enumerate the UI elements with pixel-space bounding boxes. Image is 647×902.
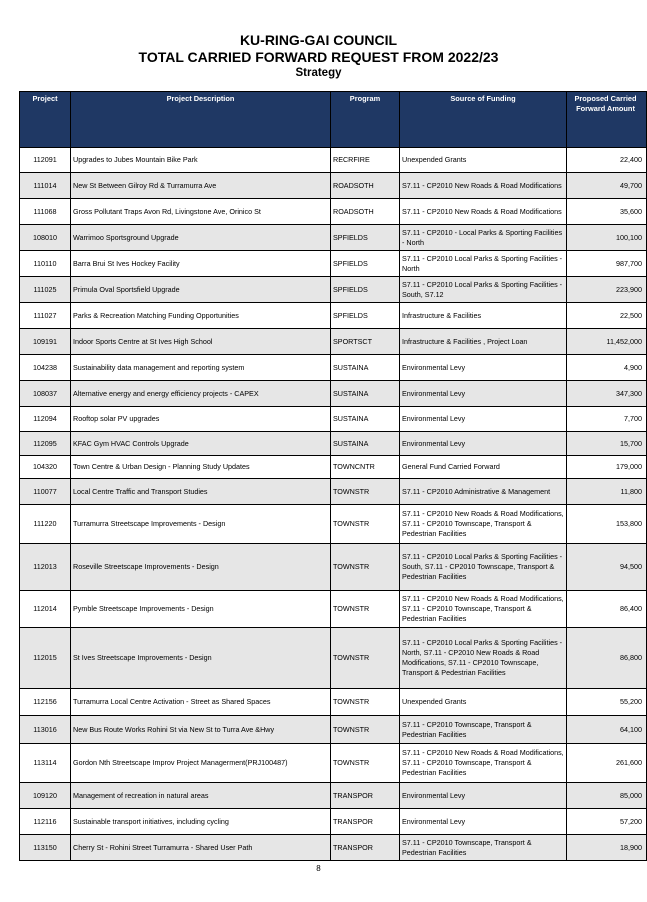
program-cell: TOWNSTR [331, 716, 400, 744]
program-cell: TOWNSTR [331, 544, 400, 591]
amount-cell: 4,900 [567, 355, 647, 381]
amount-cell: 55,200 [567, 689, 647, 716]
description-cell: Management of recreation in natural areas [71, 783, 331, 809]
source-cell: Environmental Levy [400, 381, 567, 407]
table-row [20, 809, 647, 835]
description-cell: Warrimoo Sportsground Upgrade [71, 225, 331, 251]
table-row [20, 303, 647, 329]
project-cell: 111068 [20, 199, 71, 225]
program-cell: ROADSOTH [331, 199, 400, 225]
description-cell: Town Centre & Urban Design - Planning Study Updates [71, 456, 331, 479]
source-cell: Unexpended Grants [400, 148, 567, 173]
column-header-project: Project [20, 92, 71, 148]
project-cell: 112095 [20, 432, 71, 456]
program-cell: SPORTSCT [331, 329, 400, 355]
program-cell: TOWNSTR [331, 689, 400, 716]
source-cell: Environmental Levy [400, 432, 567, 456]
description-cell: Local Centre Traffic and Transport Studies [71, 479, 331, 505]
project-cell: 104320 [20, 456, 71, 479]
description-cell: New Bus Route Works Rohini St via New St to Turra Ave &Hwy [71, 716, 331, 744]
page-number: 8 [316, 864, 321, 873]
column-header-amount: Proposed Carried Forward Amount [567, 92, 647, 148]
table-row [20, 277, 647, 303]
column-header-source: Source of Funding [400, 92, 567, 148]
source-cell: Environmental Levy [400, 809, 567, 835]
column-header-description: Project Description [71, 92, 331, 148]
table-row [20, 479, 647, 505]
description-cell: Gross Pollutant Traps Avon Rd, Livingstone Ave, Orinico St [71, 199, 331, 225]
amount-cell: 86,400 [567, 591, 647, 628]
project-cell: 108037 [20, 381, 71, 407]
program-cell: SPFIELDS [331, 303, 400, 329]
project-cell: 111014 [20, 173, 71, 199]
description-cell: Gordon Nth Streetscape Improv Project Managerment(PRJ100487) [71, 744, 331, 783]
amount-cell: 86,800 [567, 628, 647, 689]
description-cell: Barra Brui St Ives Hockey Facility [71, 251, 331, 277]
program-cell: TRANSPOR [331, 783, 400, 809]
program-cell: TOWNCNTR [331, 456, 400, 479]
carried-forward-table [19, 91, 647, 861]
source-cell: Unexpended Grants [400, 689, 567, 716]
project-cell: 113150 [20, 835, 71, 861]
amount-cell: 64,100 [567, 716, 647, 744]
table-row [20, 716, 647, 744]
source-cell: General Fund Carried Forward [400, 456, 567, 479]
description-cell: Rooftop solar PV upgrades [71, 407, 331, 432]
program-cell: SPFIELDS [331, 225, 400, 251]
program-cell: TOWNSTR [331, 591, 400, 628]
amount-cell: 11,452,000 [567, 329, 647, 355]
program-cell: ROADSOTH [331, 173, 400, 199]
project-cell: 108010 [20, 225, 71, 251]
project-cell: 109120 [20, 783, 71, 809]
source-cell: S7.11 - CP2010 New Roads & Road Modifications [400, 173, 567, 199]
table-row [20, 148, 647, 173]
amount-cell: 153,800 [567, 505, 647, 544]
program-cell: SPFIELDS [331, 277, 400, 303]
table-row [20, 456, 647, 479]
description-cell: Cherry St - Rohini Street Turramurra - Shared User Path [71, 835, 331, 861]
program-cell: TOWNSTR [331, 479, 400, 505]
table-row [20, 432, 647, 456]
project-cell: 111025 [20, 277, 71, 303]
description-cell: Roseville Streetscape Improvements - Design [71, 544, 331, 591]
table-row [20, 173, 647, 199]
project-cell: 110077 [20, 479, 71, 505]
program-cell: SUSTAINA [331, 407, 400, 432]
project-cell: 112116 [20, 809, 71, 835]
table-row [20, 591, 647, 628]
amount-cell: 22,500 [567, 303, 647, 329]
source-cell: Environmental Levy [400, 407, 567, 432]
section-title: Strategy [295, 67, 342, 79]
source-cell: S7.11 - CP2010 Local Parks & Sporting Facilities - South, S7.12 [400, 277, 567, 303]
description-cell: Sustainable transport initiatives, including cycling [71, 809, 331, 835]
source-cell: S7.11 - CP2010 New Roads & Road Modifications, S7.11 - CP2010 Townscape, Transport & Pedestrian Facilities [400, 505, 567, 544]
table-row [20, 783, 647, 809]
project-cell: 113114 [20, 744, 71, 783]
amount-cell: 223,900 [567, 277, 647, 303]
source-cell: S7.11 - CP2010 New Roads & Road Modifications, S7.11 - CP2010 Townscape, Transport & Pedestrian Facilities [400, 744, 567, 783]
amount-cell: 261,600 [567, 744, 647, 783]
amount-cell: 18,900 [567, 835, 647, 861]
amount-cell: 179,000 [567, 456, 647, 479]
amount-cell: 22,400 [567, 148, 647, 173]
table-row [20, 329, 647, 355]
program-cell: TRANSPOR [331, 809, 400, 835]
table-row [20, 744, 647, 783]
description-cell: Pymble Streetscape Improvements - Design [71, 591, 331, 628]
document-subtitle: TOTAL CARRIED FORWARD REQUEST FROM 2022/23 [138, 49, 499, 65]
table-row [20, 835, 647, 861]
project-cell: 112015 [20, 628, 71, 689]
amount-cell: 49,700 [567, 173, 647, 199]
table-row [20, 199, 647, 225]
table-header-row [20, 92, 647, 148]
description-cell: Parks & Recreation Matching Funding Opportunities [71, 303, 331, 329]
source-cell: S7.11 - CP2010 New Roads & Road Modifications, S7.11 - CP2010 Townscape, Transport & Pedestrian Facilities [400, 591, 567, 628]
project-cell: 104238 [20, 355, 71, 381]
amount-cell: 57,200 [567, 809, 647, 835]
column-header-program: Program [331, 92, 400, 148]
project-cell: 112014 [20, 591, 71, 628]
description-cell: Sustainability data management and reporting system [71, 355, 331, 381]
amount-cell: 85,000 [567, 783, 647, 809]
source-cell: S7.11 - CP2010 New Roads & Road Modifications [400, 199, 567, 225]
source-cell: S7.11 - CP2010 - Local Parks & Sporting Facilities - North [400, 225, 567, 251]
program-cell: SUSTAINA [331, 432, 400, 456]
description-cell: KFAC Gym HVAC Controls Upgrade [71, 432, 331, 456]
description-cell: Upgrades to Jubes Mountain Bike Park [71, 148, 331, 173]
table-row [20, 251, 647, 277]
source-cell: Environmental Levy [400, 783, 567, 809]
amount-cell: 987,700 [567, 251, 647, 277]
program-cell: TOWNSTR [331, 628, 400, 689]
description-cell: Turramurra Streetscape Improvements - Design [71, 505, 331, 544]
document-title: KU-RING-GAI COUNCIL [239, 32, 398, 48]
project-cell: 112094 [20, 407, 71, 432]
program-cell: TOWNSTR [331, 505, 400, 544]
table-row [20, 544, 647, 591]
description-cell: Alternative energy and energy efficiency projects - CAPEX [71, 381, 331, 407]
amount-cell: 11,800 [567, 479, 647, 505]
table-row [20, 407, 647, 432]
source-cell: S7.11 - CP2010 Townscape, Transport & Pedestrian Facilities [400, 835, 567, 861]
amount-cell: 15,700 [567, 432, 647, 456]
source-cell: S7.11 - CP2010 Administrative & Management [400, 479, 567, 505]
table-row [20, 225, 647, 251]
source-cell: Infrastructure & Facilities , Project Loan [400, 329, 567, 355]
amount-cell: 100,100 [567, 225, 647, 251]
description-cell: St Ives Streetscape Improvements - Design [71, 628, 331, 689]
project-cell: 112156 [20, 689, 71, 716]
source-cell: S7.11 - CP2010 Townscape, Transport & Pedestrian Facilities [400, 716, 567, 744]
project-cell: 112013 [20, 544, 71, 591]
project-cell: 111027 [20, 303, 71, 329]
program-cell: TRANSPOR [331, 835, 400, 861]
table-row [20, 505, 647, 544]
description-cell: Indoor Sports Centre at St Ives High School [71, 329, 331, 355]
table-row [20, 355, 647, 381]
table-row [20, 689, 647, 716]
table-row [20, 628, 647, 689]
program-cell: TOWNSTR [331, 744, 400, 783]
amount-cell: 347,300 [567, 381, 647, 407]
amount-cell: 94,500 [567, 544, 647, 591]
program-cell: RECRFIRE [331, 148, 400, 173]
project-cell: 110110 [20, 251, 71, 277]
source-cell: S7.11 - CP2010 Local Parks & Sporting Facilities - South, S7.11 - CP2010 Townscape, Transport & Pedestrian Facilities [400, 544, 567, 591]
project-cell: 109191 [20, 329, 71, 355]
description-cell: Primula Oval Sportsfield Upgrade [71, 277, 331, 303]
source-cell: S7.11 - CP2010 Local Parks & Sporting Facilities - North [400, 251, 567, 277]
source-cell: S7.11 - CP2010 Local Parks & Sporting Facilities - North, S7.11 - CP2010 New Roads & Road Modifications, S7.11 - CP2010 Townscape, Transport & Pedestrian Facilities [400, 628, 567, 689]
table-row [20, 381, 647, 407]
amount-cell: 35,600 [567, 199, 647, 225]
project-cell: 113016 [20, 716, 71, 744]
source-cell: Infrastructure & Facilities [400, 303, 567, 329]
program-cell: SUSTAINA [331, 355, 400, 381]
description-cell: New St Between Gilroy Rd & Turramurra Ave [71, 173, 331, 199]
description-cell: Turramurra Local Centre Activation - Street as Shared Spaces [71, 689, 331, 716]
source-cell: Environmental Levy [400, 355, 567, 381]
program-cell: SUSTAINA [331, 381, 400, 407]
project-cell: 112091 [20, 148, 71, 173]
program-cell: SPFIELDS [331, 251, 400, 277]
project-cell: 111220 [20, 505, 71, 544]
amount-cell: 7,700 [567, 407, 647, 432]
